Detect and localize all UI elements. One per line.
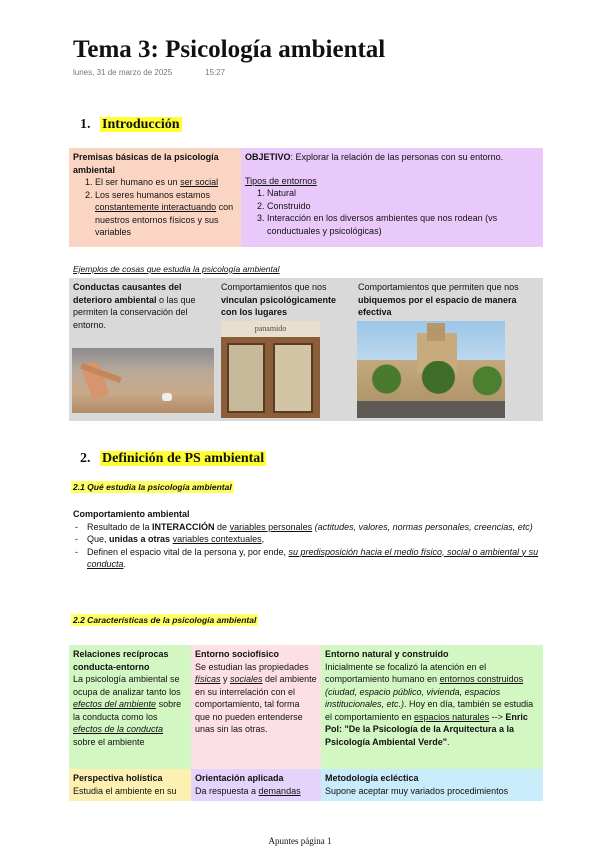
grid-eclectica: Metodología ecléctica Supone aceptar muy variados procedimientos (321, 769, 543, 801)
bullet-3: - Definen el espacio vital de la persona y, por ende, su predisposición hacia el medio físico, social o ambiental y su conducta. (73, 546, 543, 571)
section-1-title: Introducción (102, 117, 180, 132)
section-2-heading (80, 451, 266, 467)
grid-sociofisico: Entorno sociofísico Se estudian las propiedades físicas y sociales del ambiente en su interrelación con el comportamiento, tal forma que no pueden entenderse unas sin las otras. (191, 645, 321, 769)
objetivo-line: OBJETIVO: Explorar la relación de las personas con su entorno. (245, 152, 504, 162)
plaza-photo (357, 321, 505, 418)
shop-photo (221, 321, 320, 418)
beach-photo (72, 348, 214, 413)
premisa-item-1: 1. El ser humano es un ser social (95, 176, 237, 189)
grid-reciprocas: Relaciones recíprocas conducta-entorno La psicología ambiental se ocupa de analizar tanto los efectos del ambiente sobre la conducta como los efectos de la conducta sobre el ambiente (69, 645, 191, 769)
ejemplo-1: Conductas causantes del deterioro ambiental o las que permiten la conservación del entorno. (73, 282, 196, 330)
section-2-title: Definición de PS ambiental (102, 451, 265, 466)
tipo-item-1: 1. Natural (267, 187, 539, 200)
premisas-title: Premisas básicas de la psicología ambiental (73, 152, 219, 175)
ejemplos-box (69, 278, 543, 421)
section-1-heading (80, 117, 182, 133)
premisa-item-2: 2. Los seres humanos estamos constantemente interactuando con nuestros entornos físicos y sus variables (95, 189, 237, 239)
ejemplo-3: Comportamientos que permiten que nos ubiquemos por el espacio de manera efectiva (358, 282, 519, 317)
page-title: Tema 3: Psicología ambiental (73, 36, 386, 63)
tipo-item-3: 3. Interacción en los diversos ambientes que nos rodean (vs conductuales y psicológicas) (267, 212, 539, 237)
tipos-title: Tipos de entornos (245, 175, 317, 186)
comportamiento-title: Comportamiento ambiental (73, 509, 190, 519)
bullet-1: - Resultado de la INTERACCIÓN de variables personales (actitudes, valores, normas personales, creencias, etc) (73, 521, 543, 534)
ejemplo-2: Comportamientos que nos vinculan psicológicamente con los lugares (221, 282, 337, 317)
subsection-2-1: 2.1 Qué estudia la psicología ambiental (73, 482, 232, 492)
section-1-number: 1. (80, 117, 91, 132)
subsection-2-2: 2.2 Características de la psicología ambiental (73, 615, 257, 625)
section-2-number: 2. (80, 451, 91, 466)
tipo-item-2: 2. Construido (267, 200, 539, 213)
premisas-box (69, 148, 241, 247)
ejemplos-title: Ejemplos de cosas que estudia la psicología ambiental (73, 264, 280, 274)
grid-aplicada: Orientación aplicada Da respuesta a demandas (191, 769, 321, 801)
comportamiento-block (73, 508, 543, 571)
page-footer: Apuntes página 1 (268, 836, 332, 846)
grid-natural-construido: Entorno natural y construido Inicialmente se focalizó la atención en el comportamiento humano en entornos construidos (ciudad, espacio público, vivienda, espacios institucionales, etc.). Hoy en día, también se estudia el comportamiento en espacios naturales --> Enric Pol: "De la Psicología de la Arquitectura a la Psicología Ambiental Verde". (321, 645, 543, 769)
grid-holistica: Perspectiva holística Estudia el ambiente en su (69, 769, 191, 801)
bullet-2: - Que, unidas a otras variables contextuales, (73, 533, 543, 546)
page-date: lunes, 31 de marzo de 2025 (73, 68, 173, 77)
page-time: 15:27 (205, 68, 226, 77)
objetivo-box (241, 148, 543, 247)
shop-sign: panamido (221, 321, 320, 337)
